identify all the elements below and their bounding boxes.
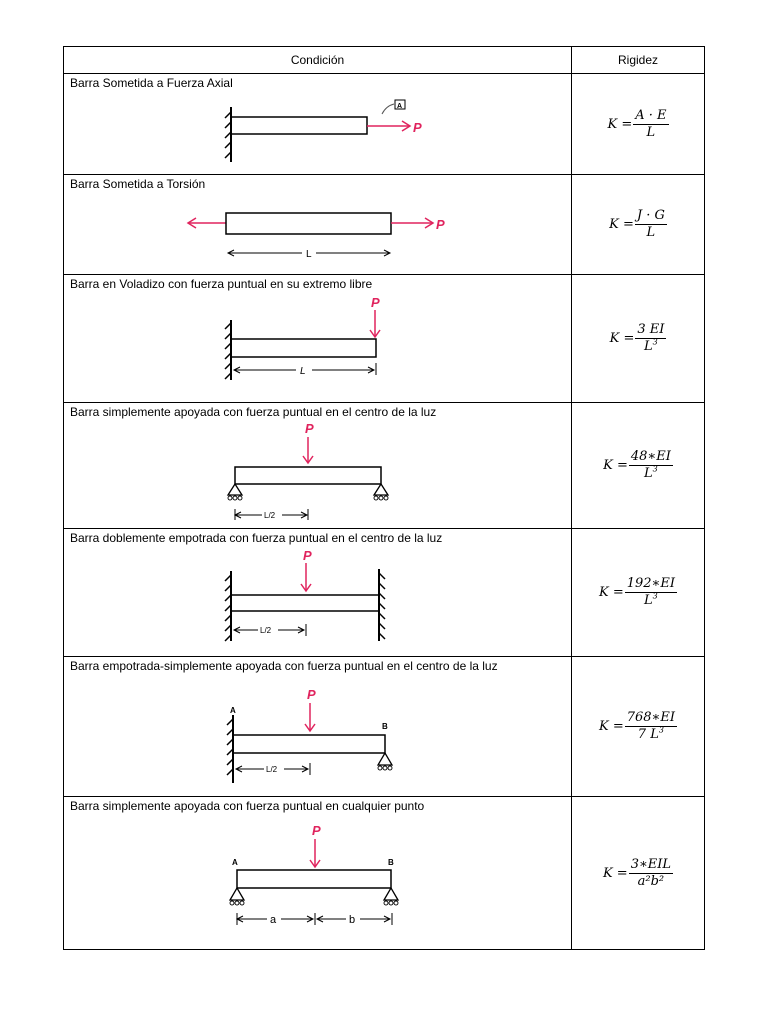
fixed-pinned-diagram bbox=[64, 657, 572, 797]
load-label: P bbox=[413, 120, 422, 135]
stiffness-formula: K = $\frac{A \cdot E}{L}$ bbox=[607, 107, 667, 140]
stiffness-cell bbox=[572, 175, 705, 275]
condition-description: Barra en Voladizo con fuerza puntual en su extremo libre bbox=[70, 277, 373, 291]
end-label-b: B bbox=[388, 858, 394, 867]
table-header-row bbox=[64, 47, 705, 74]
stiffness-cell bbox=[572, 657, 705, 797]
stiffness-cell bbox=[572, 403, 705, 529]
condition-description: Barra simplemente apoyada con fuerza puntual en cualquier punto bbox=[70, 799, 425, 813]
load-label: P bbox=[303, 548, 312, 563]
load-label: P bbox=[371, 295, 380, 310]
torsion-bar-diagram bbox=[64, 175, 572, 275]
condition-cell bbox=[64, 529, 572, 657]
table-row bbox=[64, 175, 705, 275]
cantilever-diagram bbox=[64, 275, 572, 403]
condition-cell bbox=[64, 403, 572, 529]
load-label: P bbox=[436, 217, 445, 232]
stiffness-cell bbox=[572, 797, 705, 950]
length-label: L/2 bbox=[264, 511, 276, 520]
length-label: L/2 bbox=[266, 765, 278, 774]
segment-a-label: a bbox=[270, 914, 277, 926]
simply-supported-center-diagram bbox=[64, 403, 572, 529]
stiffness-formula: K = $\frac{3 EI}{L^3}$ bbox=[609, 322, 665, 354]
axial-bar-diagram bbox=[64, 74, 572, 175]
condition-cell bbox=[64, 797, 572, 950]
svg-text:A: A bbox=[397, 103, 403, 110]
load-label: P bbox=[305, 421, 314, 436]
segment-b-label: b bbox=[349, 914, 356, 926]
condition-cell bbox=[64, 657, 572, 797]
length-label: L bbox=[306, 249, 312, 260]
end-label-a: A bbox=[230, 706, 236, 715]
header-condition: Condición bbox=[64, 47, 572, 74]
stiffness-formula: K = $\frac{192∗EI}{L^3}$ bbox=[598, 576, 676, 608]
stiffness-formula: K = $\frac{J \cdot G}{L}$ bbox=[609, 208, 665, 240]
condition-cell bbox=[64, 175, 572, 275]
stiffness-formula: K = $\frac{48∗EI}{L^3}$ bbox=[603, 449, 671, 481]
header-stiffness: Rigidez bbox=[572, 47, 705, 74]
stiffness-formula: K = $\frac{\text{3∗EIL}}{\text{a²b²}}$ bbox=[602, 856, 672, 889]
table-row bbox=[64, 529, 705, 657]
stiffness-cell bbox=[572, 275, 705, 403]
table-row bbox=[64, 403, 705, 529]
condition-description: Barra simplemente apoyada con fuerza puntual en el centro de la luz bbox=[70, 405, 437, 419]
simply-supported-arbitrary-diagram bbox=[64, 797, 572, 950]
stiffness-formula: K = $\frac{768∗EI}{7 L^3}$ bbox=[598, 710, 676, 742]
length-label: L bbox=[300, 366, 306, 377]
end-label-b: B bbox=[382, 722, 388, 731]
condition-cell bbox=[64, 275, 572, 403]
condition-description: Barra Sometida a Torsión bbox=[70, 177, 206, 191]
table-row bbox=[64, 797, 705, 950]
length-label: L/2 bbox=[260, 626, 272, 635]
stiffness-cell bbox=[572, 74, 705, 175]
condition-description: Barra doblemente empotrada con fuerza puntual en el centro de la luz bbox=[70, 531, 443, 545]
stiffness-table bbox=[63, 46, 705, 950]
table-row bbox=[64, 74, 705, 175]
stiffness-cell bbox=[572, 529, 705, 657]
table-row bbox=[64, 275, 705, 403]
end-label-a: A bbox=[232, 858, 238, 867]
condition-cell bbox=[64, 74, 572, 175]
load-label: P bbox=[307, 687, 316, 702]
condition-description: Barra Sometida a Fuerza Axial bbox=[70, 76, 233, 90]
load-label: P bbox=[312, 823, 321, 838]
table-row bbox=[64, 657, 705, 797]
condition-description: Barra empotrada-simplemente apoyada con fuerza puntual en el centro de la luz bbox=[70, 659, 498, 673]
fixed-fixed-diagram bbox=[64, 529, 572, 657]
